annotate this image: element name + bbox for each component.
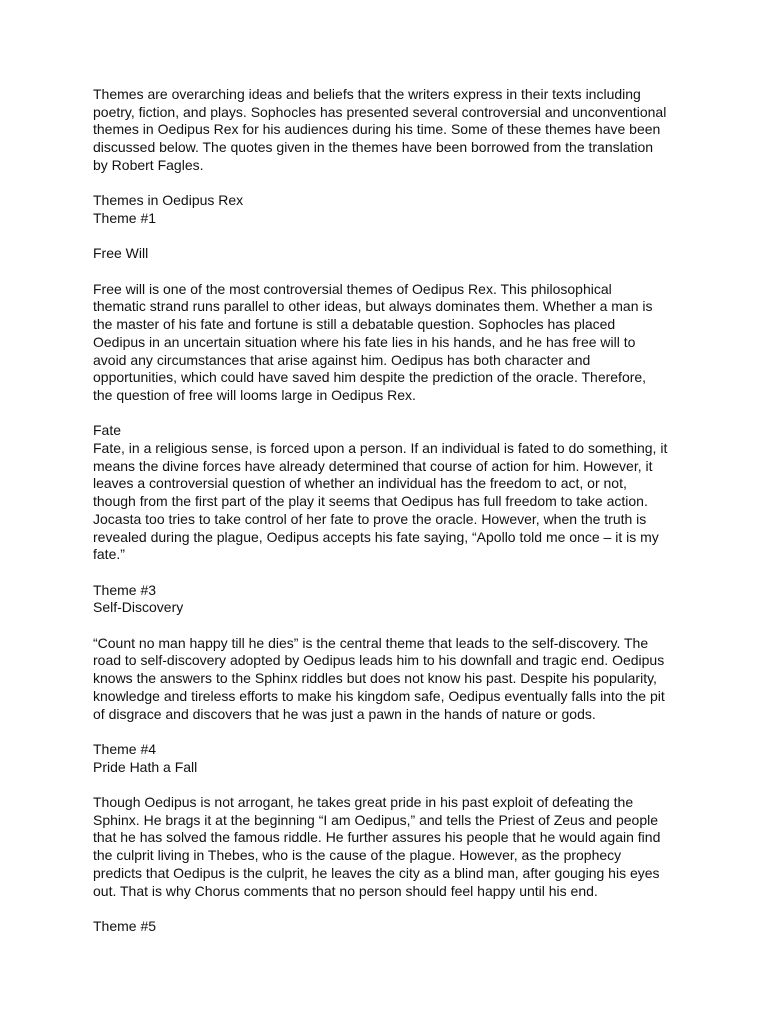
spacer — [93, 723, 683, 741]
spacer — [93, 405, 683, 423]
spacer — [93, 900, 683, 918]
spacer — [93, 263, 683, 281]
intro-paragraph: Themes are overarching ideas and beliefs that the writers express in their texts including poetry, fiction, and plays. Sophocles has presented several controversial and unconventional themes in Oedipus Rex for his audiences during his time. Some of these themes have been discussed below. The quotes given in the themes have been borrowed from the translation by Robert Fagles. — [93, 86, 667, 173]
section-title: Themes in Oedipus Rex — [93, 192, 244, 209]
theme-1-title: Free Will — [93, 245, 149, 262]
theme-3-body: “Count no man happy till he dies” is the central theme that leads to the self-discovery. The road to self-discovery adopted by Oedipus leads him to his downfall and tragic end. Oedipus knows the answers to the Sphinx riddles but does not know his past. Despite his popularity, knowledge and tireless efforts to make his kingdom safe, Oedipus eventually falls into the pit of disgrace and discovers that he was just a pawn in the hands of nature or gods. — [93, 634, 665, 722]
theme-3-title: Self-Discovery — [93, 599, 184, 616]
theme-3-number: Theme #3 — [93, 581, 157, 598]
theme-2-body: Fate, in a religious sense, is forced upon a person. If an individual is fated to do something, it means the divine forces have already determined that course of action for him. However, it leaves a controversial question of whether an individual has the freedom to act, or not, though from the first part of the play it seems that Oedipus has full freedom to take action. Jocasta too tries to take control of her fate to prove the oracle. However, when the truth is revealed during the plague, Oedipus accepts his fate saying, “Apollo told me once – it is my fate.” — [93, 440, 668, 563]
theme-5-number: Theme #5 — [93, 917, 157, 934]
spacer — [93, 564, 683, 582]
spacer — [93, 776, 683, 794]
theme-4-body: Though Oedipus is not arrogant, he takes great pride in his past exploit of defeating the Sphinx. He brags it at the beginning “I am Oedipus,” and tells the Priest of Zeus and people that he has solved the famous riddle. He further assures his people that he would again find the culprit living in Thebes, who is the cause of the plague. However, as the prophecy predicts that Oedipus is the culprit, he leaves the city as a blind man, after gouging his eyes out. That is why Chorus comments that no person should feel happy until his end. — [93, 794, 661, 899]
spacer — [93, 617, 683, 635]
theme-4-title: Pride Hath a Fall — [93, 758, 198, 775]
spacer — [93, 228, 683, 246]
document-page — [93, 86, 683, 936]
spacer — [93, 175, 683, 193]
theme-2-title: Fate — [93, 422, 122, 439]
theme-1-body: Free will is one of the most controversial themes of Oedipus Rex. This philosophical thematic strand runs parallel to other ideas, but always dominates them. Whether a man is the master of his fate and fortune is still a debatable question. Sophocles has placed Oedipus in an uncertain situation where his fate lies in his hands, and he has free will to avoid any circumstances that arise against him. Oedipus has both character and opportunities, which could have saved him despite the prediction of the oracle. Therefore, the question of free will looms large in Oedipus Rex. — [93, 280, 653, 403]
theme-4-number: Theme #4 — [93, 740, 157, 757]
theme-1-number: Theme #1 — [93, 209, 157, 226]
